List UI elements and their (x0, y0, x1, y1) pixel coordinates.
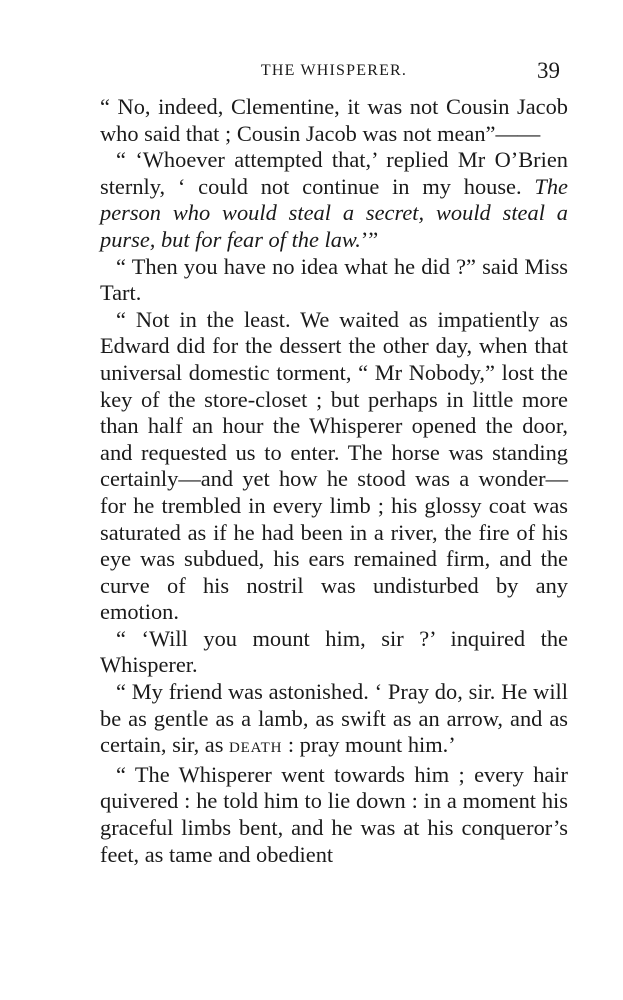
running-title: THE WHISPERER. (260, 62, 408, 79)
paragraph-text: “ No, indeed, Clementine, it was not Cousin Jacob who said that ; Cousin Jacob was not mean”—— (100, 94, 568, 146)
paragraph-text: “ ‘Whoever attempted that,’ replied Mr O’Brien sternly, ‘ could not continue in my house. (100, 147, 568, 199)
running-header (100, 58, 568, 94)
book-page (100, 58, 568, 868)
paragraph (100, 307, 568, 626)
paragraph-text: “ The Whisperer went towards him ; every hair quivered : he told him to lie down : in a moment his graceful limbs bent, and he was at his conqueror’s feet, as tame and obedient (100, 761, 568, 867)
paragraph (100, 147, 568, 253)
page-number: 39 (537, 58, 560, 83)
paragraph (100, 762, 568, 868)
paragraph (100, 94, 568, 147)
paragraph-text: “ ‘Will you mount him, sir ?’ inquired the Whisperer. (100, 625, 568, 678)
paragraph-text: ’” (360, 226, 379, 252)
paragraph (100, 679, 568, 762)
paragraph (100, 626, 568, 679)
paragraph-text: “ Not in the least. We waited as impatiently as Edward did for the dessert the other day, when that universal domestic torment, “ Mr Nobody,” lost the key of the store-closet ; but perhaps in little more than half an hour the Whisperer opened the door, and requested us to enter. The horse was standing certainly—and yet how he stood was a wonder—for he trembled in every limb ; his glossy coat was saturated as if he had been in a river, the fire of his eye was subdued, his ears remained firm, and the curve of his nostril was undisturbed by any emotion. (100, 306, 568, 625)
paragraph (100, 254, 568, 307)
paragraph-text: “ Then you have no idea what he did ?” said Miss Tart. (100, 253, 568, 306)
paragraph-text: : pray mount him.’ (282, 732, 456, 758)
small-caps-word: DEATH (229, 740, 283, 757)
italic-quote: The person who would steal a secret, would steal a purse, but for fear of the law. (100, 173, 568, 252)
paragraph-text: “ My friend was astonished. ‘ Pray do, sir. He will be as gentle as a lamb, as swift as an arrow, and as certain, sir, as (100, 679, 568, 758)
